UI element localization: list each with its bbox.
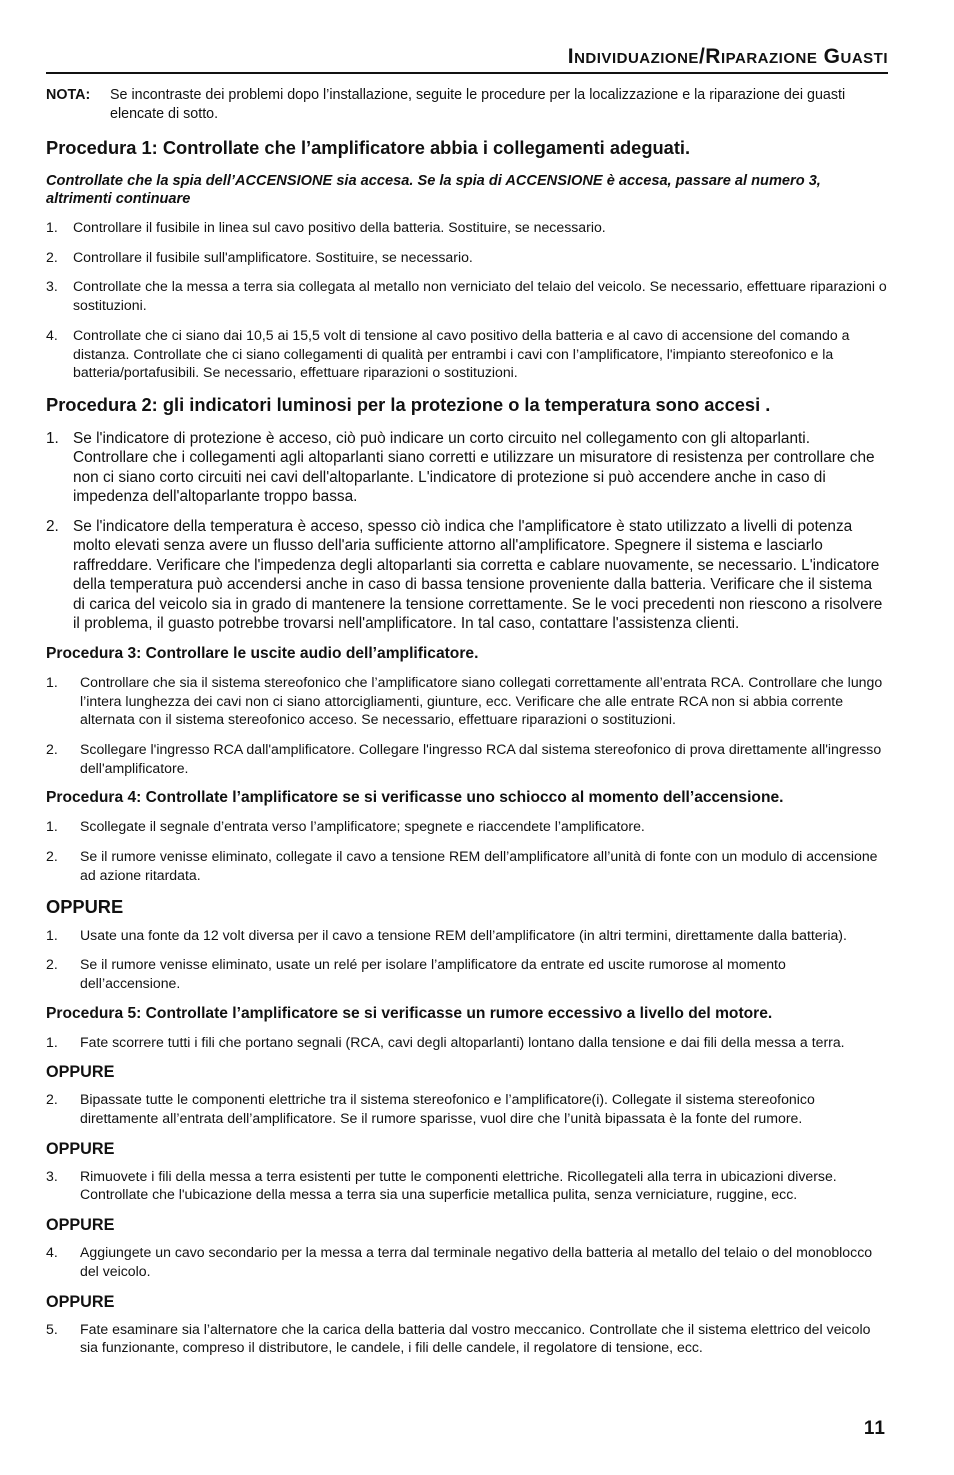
list-item	[46, 847, 888, 884]
item-number: 2.	[46, 848, 58, 865]
list-item	[46, 673, 888, 729]
page-number: 11	[863, 1418, 886, 1439]
procedure-1-title: Procedura 1: Controllate che l’amplificatore abbia i collegamenti adeguati.	[46, 137, 691, 158]
list-item	[46, 1167, 888, 1204]
item-text: Bipassate tutte le componenti elettriche tra il sistema stereofonico e l’amplificatore(i). Collegate il sistema stereofonico direttamente all’entrata dell’amplificatore. Se il rumore sparisse, vuol dire che l’unità bipassata è la fonte del rumore.	[80, 1091, 815, 1127]
item-text: Se il rumore venisse eliminato, collegate il cavo a tensione REM dell’amplificatore all’unità di fonte con un modulo di accensione ad azione ritardata.	[80, 848, 878, 883]
item-text: Controllare il fusibile in linea sul cavo positivo della batteria. Sostituire, se necessario.	[73, 219, 606, 235]
procedure-5-title: Procedura 5: Controllate l’amplificatore se si verificasse un rumore eccessivo a livello del motore.	[46, 1004, 773, 1022]
item-text: Scollegate il segnale d’entrata verso l’amplificatore; spegnete e riaccendete l’amplificatore.	[80, 818, 645, 835]
list-item	[46, 926, 888, 945]
item-text: Controllare il fusibile sull'amplificatore. Sostituire, se necessario.	[73, 248, 473, 265]
item-text: Se il rumore venisse eliminato, usate un relé per isolare l’amplificatore da entrate ed uscite rumorose al momento dell’accensione.	[80, 956, 786, 991]
oppure-heading: OPPURE	[46, 1063, 115, 1082]
item-text: Se l'indicatore di protezione è acceso, ciò può indicare un corto circuito nel collegamento con gli altoparlanti. Controllare che i collegamenti agli altoparlanti siano corretti e utilizzare un misuratore di resistenza per controllare che non ci siano corto circuiti nei cavi dell'altoparlante. L'indicatore di protezione si può accendere anche in caso di impedenza dell'altoparlante troppo bassa.	[73, 429, 875, 506]
procedure-1-lead: Controllate che la spia dell’ACCENSIONE sia accesa. Se la spia di ACCENSIONE è accesa, passare al numero 3, altrimenti continuare	[46, 173, 821, 207]
oppure-heading: OPPURE	[46, 1216, 115, 1235]
procedure-4-title: Procedura 4: Controllate l’amplificatore se si verificasse uno schiocco al momento dell’accensione.	[46, 789, 784, 807]
list-item	[46, 817, 888, 836]
procedure-3-title: Procedura 3: Controllare le uscite audio dell’amplificatore.	[46, 644, 479, 662]
section-title: Individuazione/Riparazione Guasti	[567, 45, 888, 68]
item-number: 1.	[46, 926, 58, 943]
item-number: 1.	[46, 429, 59, 447]
procedure-5-list-4	[46, 1243, 888, 1280]
procedure-4-alt-list	[46, 926, 888, 993]
list-item	[46, 517, 888, 634]
item-number: 5.	[46, 1320, 58, 1337]
item-text: Scollegare l'ingresso RCA dall'amplificatore. Collegare l'ingresso RCA dal sistema stereofonico di prova direttamente all'ingresso dell'amplificatore.	[80, 741, 882, 776]
procedure-5-list-2	[46, 1090, 888, 1127]
procedure-5-list-5	[46, 1320, 888, 1357]
item-number: 2.	[46, 741, 58, 758]
item-number: 2.	[46, 956, 58, 973]
procedure-1-list	[46, 218, 888, 382]
oppure-heading: OPPURE	[46, 1139, 115, 1158]
list-item	[46, 1033, 888, 1052]
item-number: 1.	[46, 1033, 58, 1050]
document-content	[46, 86, 888, 1368]
item-text: Usate una fonte da 12 volt diversa per il cavo a tensione REM dell’amplificatore (in altri termini, direttamente dalla batteria).	[80, 926, 847, 943]
procedure-2-list	[46, 429, 888, 634]
list-item	[46, 277, 888, 314]
item-number: 1.	[46, 219, 58, 235]
list-item	[46, 218, 888, 237]
item-text: Controllate che la messa a terra sia collegata al metallo non verniciato del telaio del veicolo. Se necessario, effettuare riparazioni o sostituzioni.	[73, 278, 887, 314]
note-text: Se incontraste dei problemi dopo l’installazione, seguite le procedure per la localizzazione e la riparazione dei guasti elencate di sotto.	[110, 87, 846, 122]
item-number: 3.	[46, 278, 58, 295]
item-number: 4.	[46, 326, 58, 343]
procedure-5-list-3	[46, 1167, 888, 1204]
note-label: NOTA:	[46, 87, 91, 103]
item-number: 2.	[46, 517, 59, 535]
list-item	[46, 955, 888, 992]
oppure-heading: OPPURE	[46, 1292, 115, 1311]
procedure-4-list	[46, 817, 888, 884]
item-text: Fate esaminare sia l’alternatore che la carica della batteria dal vostro meccanico. Controllate che il sistema elettrico del veicolo sia funzionante, compreso il distributore, le candele, i fili delle candele, il regolatore di tensione, ecc.	[80, 1320, 871, 1356]
oppure-heading: OPPURE	[46, 895, 124, 917]
list-item	[46, 326, 888, 382]
note	[46, 86, 888, 124]
list-item	[46, 1243, 888, 1280]
list-item	[46, 248, 888, 267]
item-number: 1.	[46, 818, 58, 835]
item-text: Controllare che sia il sistema stereofonico che l’amplificatore siano collegati correttamente all’entrata RCA. Controllare che lungo l’intera lunghezza dei cavi non ci siano attorcigliamenti, giunture, ecc. Verificare che alle entrate RCA non si abbia corrente alternata con il sistema stereofonico acceso. Se necessario, effettuare riparazioni o sostituzioni.	[80, 673, 883, 728]
list-item	[46, 1320, 888, 1357]
item-text: Se l'indicatore della temperatura è acceso, spesso ciò indica che l'amplificatore è stato utilizzato a livelli di potenza molto elevati senza avere un flusso dell'aria sufficiente attorno all'amplificatore. Spegnere il sistema e lasciarlo raffreddare. Verificare che l'impedenza degli altoparlanti sia corretta e cablare nuovamente, se necessario. L'indicatore della temperatura può accendersi anche in caso di bassa tensione proveniente dalla batteria. Verificare che il sistema di carica del veicolo sia in grado di mantenere la tensione correttamente. Se le voci precedenti non riescono a risolvere il problema, il guasto potrebbe trovarsi nell'amplificatore. In tal caso, contattare l'assistenza clienti.	[73, 517, 883, 633]
item-number: 2.	[46, 1091, 58, 1108]
list-item	[46, 1090, 888, 1127]
list-item	[46, 429, 888, 507]
item-text: Rimuovete i fili della messa a terra esistenti per tutte le componenti elettriche. Ricollegateli alla terra in ubicazioni diverse. Controllate che l'ubicazione della messa a terra sia una superficie metallica pulita, senza verniciature, ruggine, ecc.	[80, 1167, 837, 1203]
item-number: 3.	[46, 1167, 58, 1184]
list-item	[46, 740, 888, 777]
procedure-5-list-1	[46, 1033, 888, 1052]
procedure-3-list	[46, 673, 888, 778]
item-number: 1.	[46, 673, 58, 690]
item-number: 2.	[46, 248, 58, 265]
item-text: Aggiungete un cavo secondario per la messa a terra dal terminale negativo della batteria al metallo del telaio o del monoblocco del veicolo.	[80, 1244, 873, 1279]
item-text: Controllate che ci siano dai 10,5 ai 15,5 volt di tensione al cavo positivo della batteria e al cavo di accensione del comando a distanza. Controllate che ci siano collegamenti di qualità per entrambi i cavi con l’amplificatore, l'impianto stereofonico e la batteria/portafusibili. Se necessario, effettuare riparazioni o sostituzioni.	[73, 326, 850, 381]
page-header	[46, 44, 888, 74]
item-text: Fate scorrere tutti i fili che portano segnali (RCA, cavi degli altoparlanti) lontano dalla tensione e dai fili della messa a terra.	[80, 1033, 845, 1050]
procedure-2-title: Procedura 2: gli indicatori luminosi per la protezione o la temperatura sono accesi .	[46, 393, 771, 415]
item-number: 4.	[46, 1244, 58, 1261]
